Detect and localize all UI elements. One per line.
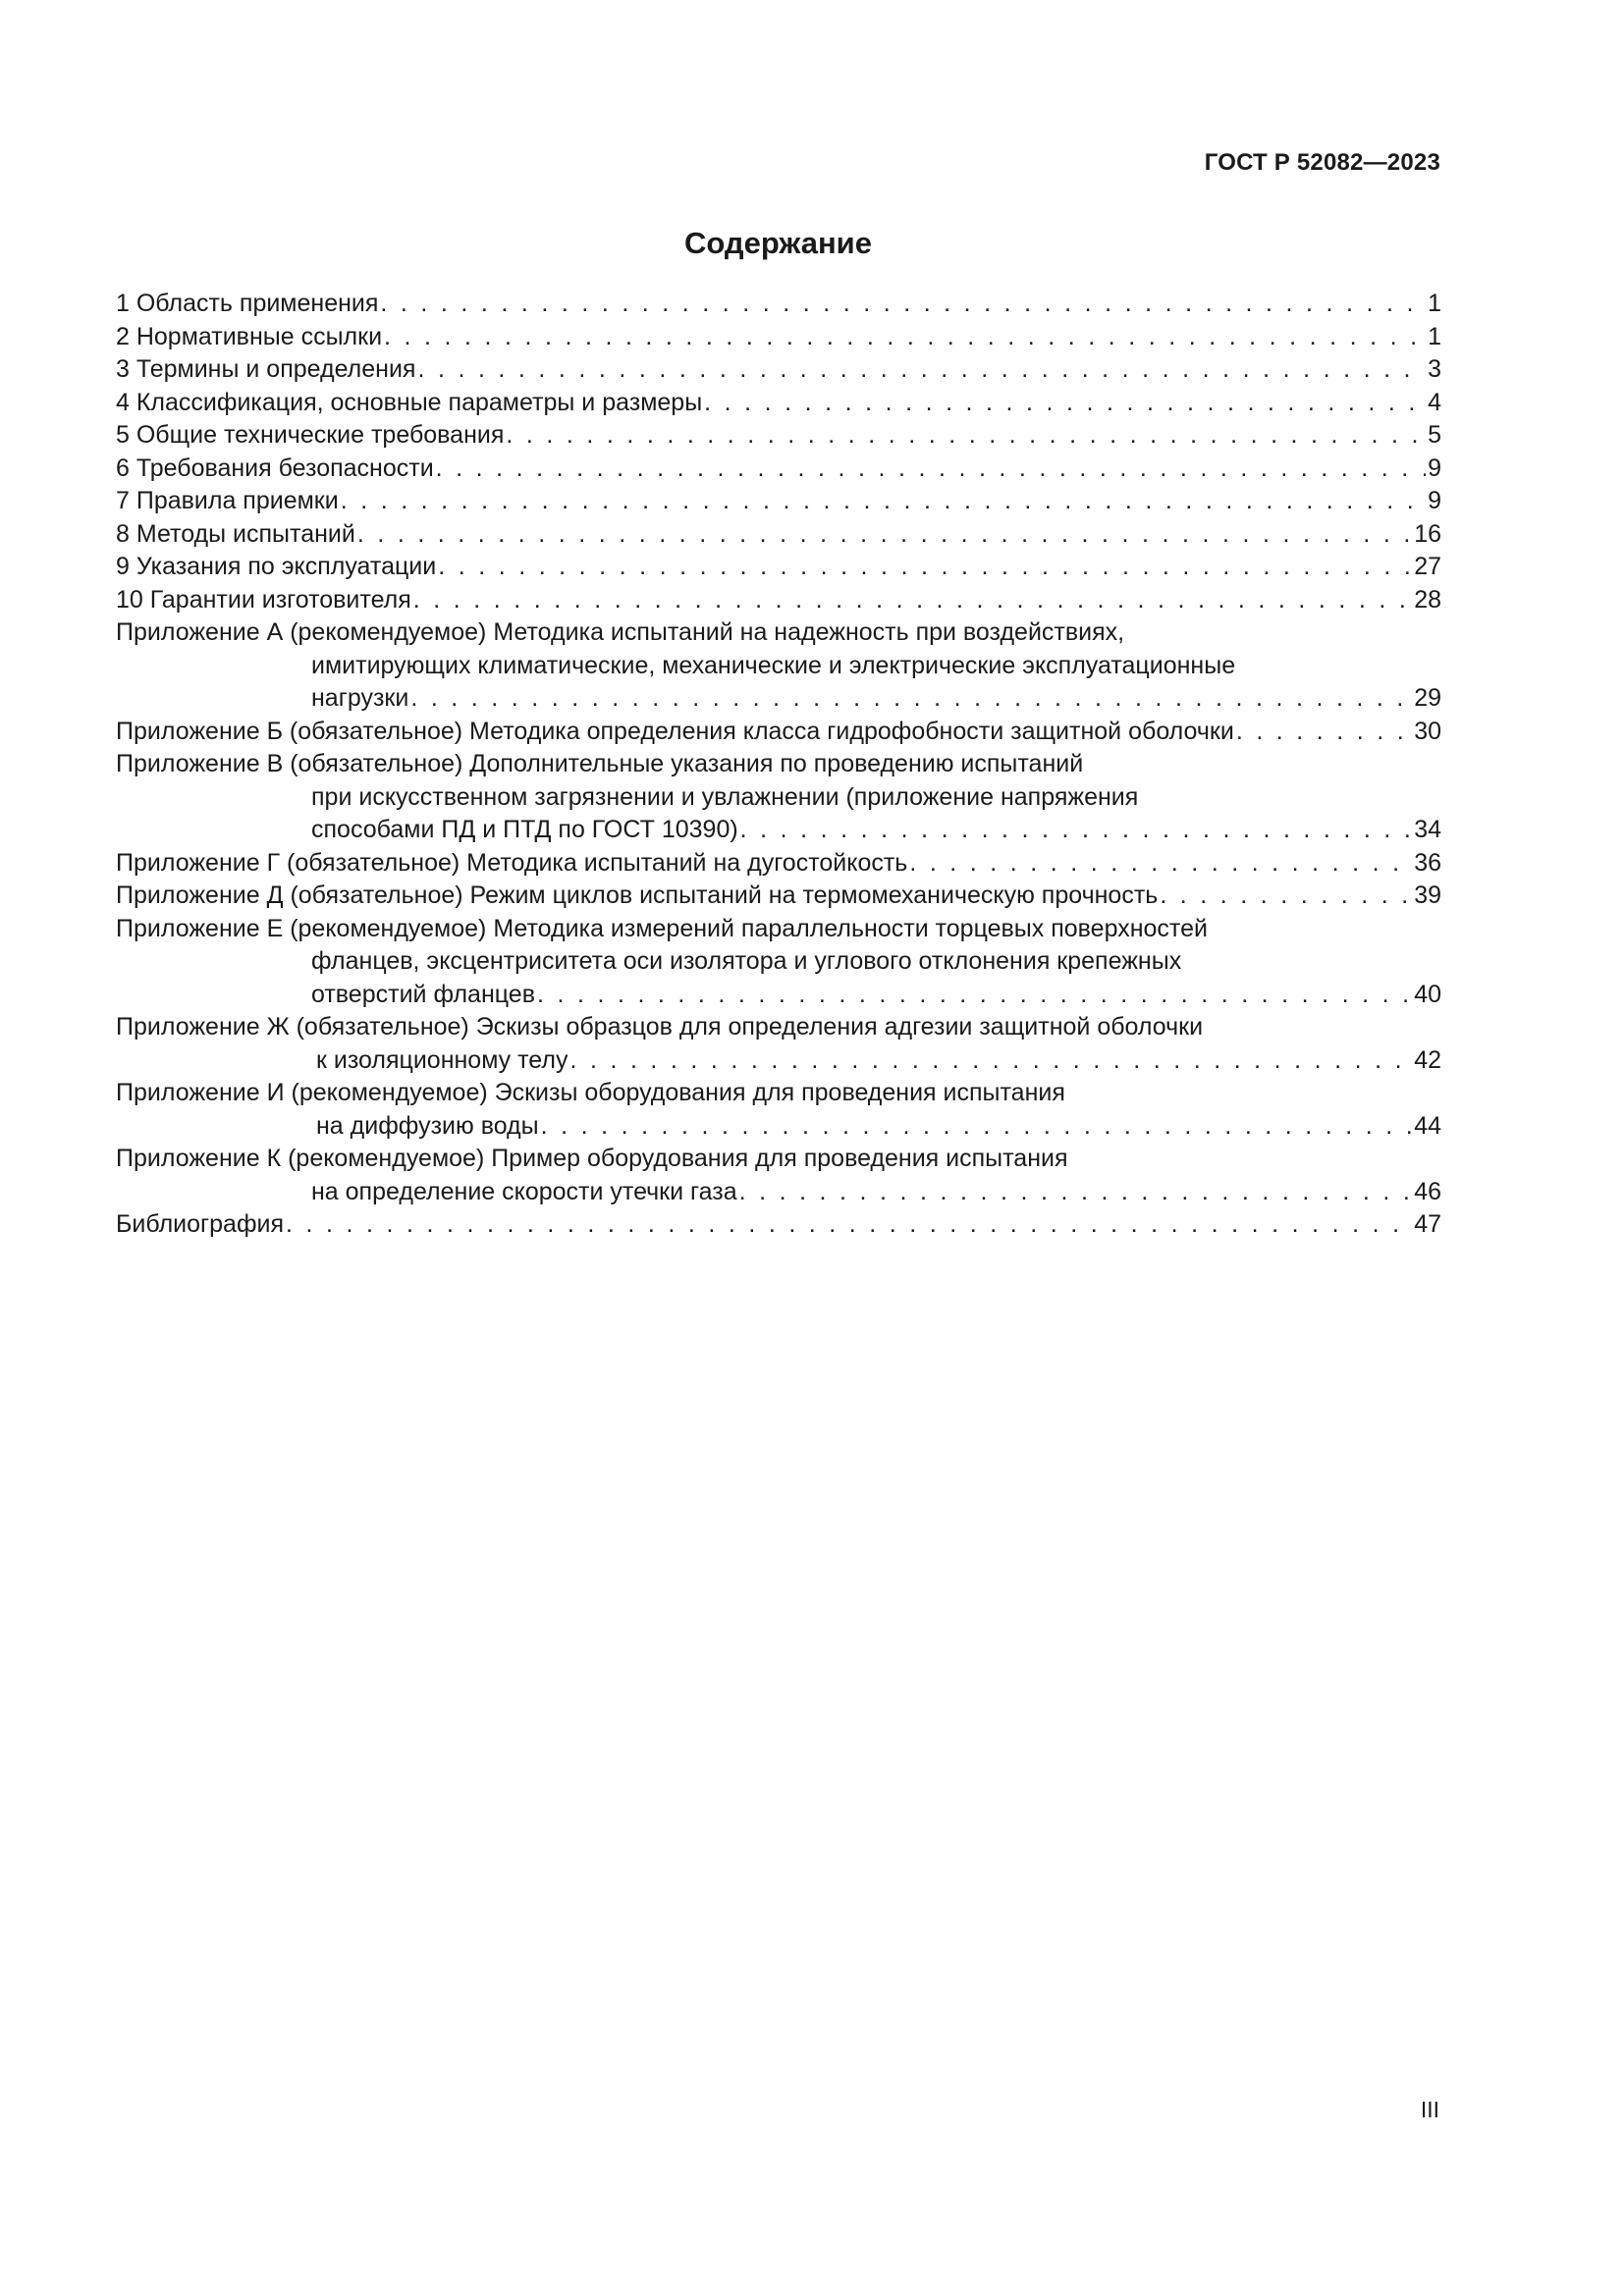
toc-entry-page: 36 [1414,848,1441,877]
toc-entry-page: 28 [1414,585,1441,614]
toc-entry-bibliography[interactable] [116,1208,1441,1242]
toc-entry-page: 9 [1428,487,1441,514]
toc-entry-page: 3 [1428,355,1441,383]
toc-entry-appendix-k[interactable] [116,1143,1441,1208]
toc-entry-label: 2 Нормативные ссылки [116,322,383,350]
toc-entry-appendix-g[interactable] [116,847,1441,881]
toc-entry-label: Приложение Б (обязательное) Методика определения класса гидрофобности защитной оболочки [116,717,1234,745]
toc-entry-last-line [116,1176,1441,1209]
toc-entry[interactable] [116,387,1441,420]
toc-entry-label: 8 Методы испытаний [116,519,355,548]
leader-dots [380,288,1426,321]
toc-entry-label: 4 Классификация, основные параметры и размеры [116,388,703,416]
toc-entry-page: 5 [1428,421,1441,449]
toc-entry-page: 1 [1428,290,1441,317]
leader-dots [740,814,1413,847]
toc-entry[interactable] [116,518,1441,552]
leader-dots [537,979,1412,1012]
toc-entry-label: 7 Правила приемки [116,487,339,514]
leader-dots [909,847,1412,881]
toc-entry-page: 46 [1414,1177,1441,1205]
toc-entry-last-line [116,814,1441,847]
toc-entry-label: Библиография [116,1210,285,1238]
toc-entry-label-continuation: фланцев, эксцентриситета оси изолятора и углового отклонения крепежных [311,947,1182,975]
toc-entry-label: 3 Термины и определения [116,355,416,383]
toc-entry[interactable] [116,321,1441,354]
leader-dots [1236,716,1412,749]
toc-entry-label-end: нагрузки [311,684,409,712]
toc-entry-label-end: на диффузию воды [316,1111,539,1140]
toc-entry[interactable] [116,288,1441,321]
toc-entry-appendix-i[interactable] [116,1077,1441,1143]
leader-dots [384,321,1426,354]
toc-entry-page: 4 [1428,388,1441,416]
leader-dots [739,1176,1413,1209]
leader-dots [704,387,1426,420]
toc-entry-page: 29 [1414,684,1441,712]
toc-entry-label: Приложение К (рекомендуемое) Пример оборудования для проведения испытания [116,1145,1068,1172]
leader-dots [438,551,1412,584]
toc-entry-appendix-e[interactable] [116,913,1441,1012]
toc-entry-label: Приложение В (обязательное) Дополнительные указания по проведению испытаний [116,750,1084,777]
toc-entry-label: 5 Общие технические требования [116,421,505,449]
toc-entry-page: 39 [1414,881,1441,909]
toc-entry-last-line [116,682,1441,716]
toc-entry-label: Приложение Ж (обязательное) Эскизы образцов для определения адгезии защитной оболочки [116,1013,1204,1041]
toc-entry-label: Приложение Е (рекомендуемое) Методика измерений параллельности торцевых поверхностей [116,914,1208,942]
page-title: Содержание [684,226,872,260]
table-of-contents [116,288,1441,1242]
page-number: III [1420,2097,1439,2122]
toc-entry-label-end: к изоляционному телу [316,1045,568,1074]
toc-entry-appendix-a[interactable] [116,616,1441,716]
toc-entry[interactable] [116,485,1441,518]
toc-entry-label: 9 Указания по эксплуатации [116,553,437,580]
toc-entry-label: Приложение И (рекомендуемое) Эскизы оборудования для проведения испытания [116,1079,1065,1106]
leader-dots [436,453,1426,486]
toc-entry[interactable] [116,353,1441,387]
leader-dots [506,419,1426,453]
toc-entry[interactable] [116,551,1441,584]
toc-entry-page: 30 [1414,717,1441,745]
toc-entry-last-line [116,1044,1441,1078]
toc-entry-page: 34 [1414,816,1441,843]
toc-entry-appendix-b[interactable] [116,716,1441,749]
toc-entry[interactable] [116,419,1441,453]
toc-entry-last-line [116,979,1441,1012]
toc-entry-label-end: на определение скорости утечки газа [311,1177,737,1205]
toc-entry-label-end: отверстий фланцев [311,980,535,1008]
leader-dots [569,1044,1412,1078]
toc-entry-page: 27 [1414,553,1441,580]
toc-entry-label: 1 Область применения [116,290,379,317]
toc-entry-label-continuation: при искусственном загрязнении и увлажнении (приложение напряжения [311,782,1139,811]
toc-entry-appendix-v[interactable] [116,748,1441,847]
toc-entry-page: 9 [1428,454,1441,482]
leader-dots [286,1208,1412,1242]
toc-entry-label-end: способами ПД и ПТД по ГОСТ 10390) [311,816,738,843]
toc-entry-page: 42 [1414,1045,1441,1074]
toc-entry-appendix-zh[interactable] [116,1011,1441,1077]
leader-dots [413,584,1412,617]
document-standard-number: ГОСТ Р 52082—2023 [1204,149,1440,176]
toc-entry-page: 40 [1414,980,1441,1008]
toc-entry-label: Приложение Г (обязательное) Методика испытаний на дугостойкость [116,848,908,877]
leader-dots [410,682,1412,716]
leader-dots [417,353,1426,387]
toc-entry-label-continuation: имитирующих климатические, механические и электрические эксплуатационные [311,651,1236,679]
toc-entry[interactable] [116,453,1441,486]
toc-entry-page: 16 [1414,519,1441,548]
toc-entry-label: Приложение А (рекомендуемое) Методика испытаний на надежность при воздействиях, [116,618,1125,646]
leader-dots [357,518,1412,552]
leader-dots [341,485,1426,518]
toc-entry-page: 47 [1414,1210,1441,1238]
toc-entry-page: 44 [1414,1111,1441,1140]
toc-entry-last-line [116,1110,1441,1144]
leader-dots [541,1110,1413,1144]
toc-entry-label: 6 Требования безопасности [116,454,434,482]
toc-entry-label: 10 Гарантии изготовителя [116,585,411,614]
leader-dots [1160,880,1412,913]
toc-entry-page: 1 [1428,322,1441,350]
toc-entry-appendix-d[interactable] [116,880,1441,913]
toc-entry-label: Приложение Д (обязательное) Режим циклов испытаний на термомеханическую прочность [116,881,1159,909]
toc-entry[interactable] [116,584,1441,617]
